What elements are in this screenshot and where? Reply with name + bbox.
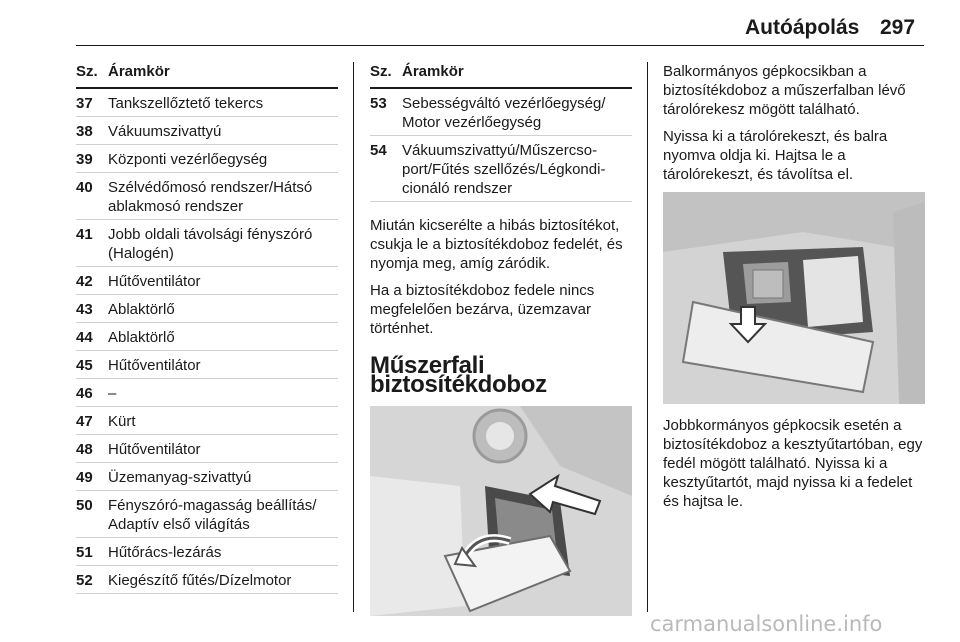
page-number: 297: [880, 16, 916, 39]
watermark: carmanualsonline.info: [650, 612, 883, 636]
section-title: Műszerfali biztosítékdoboz: [370, 352, 547, 398]
paragraph: Balkormányos gépkocsikban a biztosítékdoboz a műszerfalban lévő tárolórekesz mögött található.: [663, 63, 906, 118]
fuse-circuit: Sebességváltó vezérlőegység/ Motor vezérlőegység: [402, 95, 606, 131]
right-column: [663, 62, 925, 519]
fuse-number: 38: [76, 123, 93, 140]
glovebox-illustration: [663, 192, 925, 404]
fuse-number: 39: [76, 151, 93, 168]
fuse-circuit: Vákuumszivattyú/Műszercso- port/Fűtés szellőzés/Légkondi- cionáló rendszer: [402, 142, 606, 197]
fuse-number: 47: [76, 413, 93, 430]
fuse-row: [76, 145, 338, 173]
paragraph: Ha a biztosítékdoboz fedele nincs megfelelően bezárva, üzemzavar történhet.: [370, 282, 595, 337]
fuse-number: 49: [76, 469, 93, 486]
paragraph: Nyissa ki a tárolórekeszt, és balra nyomva oldja ki. Hajtsa le a tárolórekeszt, és távolítsa el.: [663, 128, 888, 183]
fuse-number: 53: [370, 95, 387, 112]
fuse-circuit: Hűtőventilátor: [108, 357, 201, 374]
fuse-table-header: [76, 62, 338, 89]
fuse-number: 52: [76, 572, 93, 589]
fuse-number: 46: [76, 385, 93, 402]
fuse-row: [370, 89, 632, 136]
glovebox-figure-lhd: [370, 406, 632, 616]
col-header-circuit: Áramkör: [402, 63, 464, 80]
fuse-circuit: Kiegészítő fűtés/Dízelmotor: [108, 572, 292, 589]
column-divider-2: [647, 62, 648, 612]
paragraph: Jobbkormányos gépkocsik esetén a biztosítékdoboz a kesztyűtartóban, egy fedél mögött található. Nyissa ki a kesztyűtartót, majd nyissa ki a fedelet és hajtsa le.: [663, 417, 923, 510]
fuse-table-header: [370, 62, 632, 89]
header-rule: [76, 45, 924, 46]
fuse-circuit: Szélvédőmosó rendszer/Hátsó ablakmosó rendszer: [108, 179, 313, 215]
fuse-number: 54: [370, 142, 387, 159]
fuse-circuit: Kürt: [108, 413, 136, 430]
page-header-title: Autóápolás: [745, 16, 860, 39]
fuse-circuit: Jobb oldali távolsági fényszóró (Halogén): [108, 226, 313, 262]
fuse-number: 48: [76, 441, 93, 458]
fuse-row: [370, 136, 632, 202]
col-header-circuit: Áramkör: [108, 63, 170, 80]
fuse-row: [76, 435, 338, 463]
fuse-circuit: Fényszóró-magasság beállítás/ Adaptív első világítás: [108, 497, 317, 533]
fuse-row: [76, 566, 338, 594]
fuse-circuit: Ablaktörlő: [108, 301, 175, 318]
fuse-row: [76, 267, 338, 295]
fuse-row: [76, 491, 338, 538]
fuse-row: [76, 220, 338, 267]
glovebox-figure-rhd: [663, 192, 925, 404]
fuse-number: 37: [76, 95, 93, 112]
fuse-row: [76, 173, 338, 220]
fuse-circuit: Hűtőventilátor: [108, 441, 201, 458]
fuse-row: [76, 117, 338, 145]
fuse-row: [76, 463, 338, 491]
fuse-circuit: Vákuumszivattyú: [108, 123, 222, 140]
column-divider-1: [353, 62, 354, 612]
fuse-number: 51: [76, 544, 93, 561]
dashboard-illustration: [370, 406, 632, 616]
fuse-circuit: Hűtőrács-lezárás: [108, 544, 222, 561]
fuse-number: 42: [76, 273, 93, 290]
fuse-row: [76, 323, 338, 351]
fuse-row: [76, 407, 338, 435]
fuse-circuit: Ablaktörlő: [108, 329, 175, 346]
fuse-row: [76, 295, 338, 323]
fuse-row: [76, 351, 338, 379]
fuse-number: 44: [76, 329, 93, 346]
fuse-row: [76, 89, 338, 117]
col-header-number: Sz.: [76, 63, 98, 80]
fuse-row: [76, 538, 338, 566]
fuse-number: 43: [76, 301, 93, 318]
fuse-circuit: Tankszellőztető tekercs: [108, 95, 264, 112]
col-header-number: Sz.: [370, 63, 392, 80]
fuse-number: 41: [76, 226, 93, 243]
fuse-circuit: Hűtőventilátor: [108, 273, 201, 290]
fuse-circuit: Üzemanyag-szivattyú: [108, 469, 252, 486]
fuse-number: 50: [76, 497, 93, 514]
fuse-number: 40: [76, 179, 93, 196]
middle-column: [370, 62, 632, 616]
fuse-circuit: Központi vezérlőegység: [108, 151, 268, 168]
fuse-circuit: –: [108, 385, 117, 402]
fuse-row: [76, 379, 338, 407]
fuse-number: 45: [76, 357, 93, 374]
paragraph: Miután kicserélte a hibás biztosítékot, csukja le a biztosítékdoboz fedelét, és nyomja meg, amíg záródik.: [370, 217, 623, 272]
fuse-table-left: [76, 62, 338, 594]
